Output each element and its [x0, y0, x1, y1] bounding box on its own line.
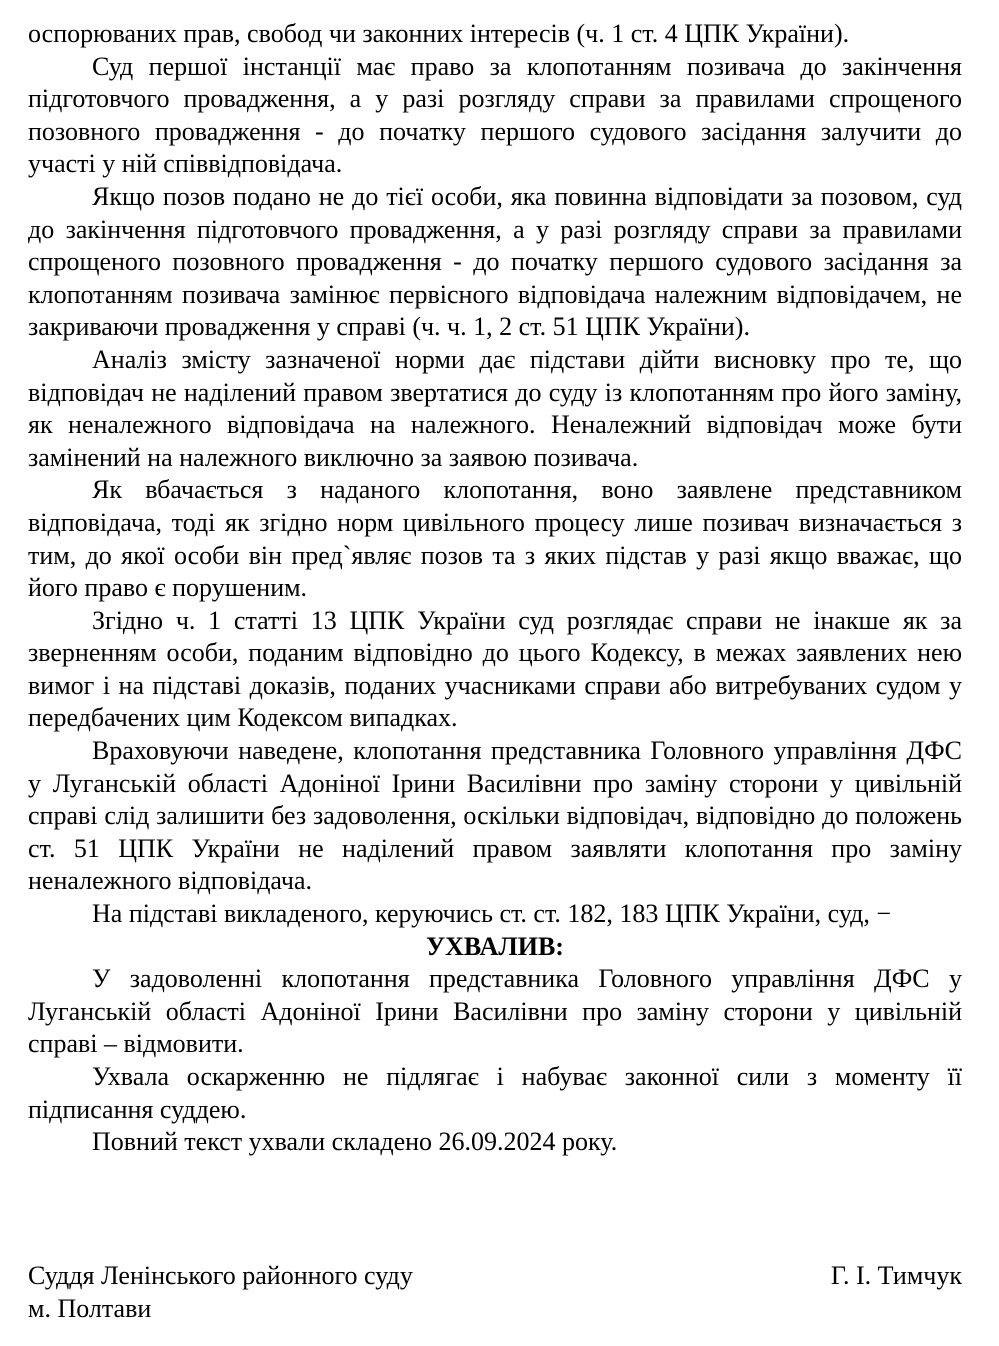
ruling-heading: УХВАЛИВ:: [426, 931, 564, 961]
signature-block: [28, 1260, 962, 1325]
paragraph-continuation: оспорюваних прав, свобод чи законних інтересів (ч. 1 ст. 4 ЦПК України).: [28, 19, 850, 48]
resolution-full-text-date: Повний текст ухвали складено 26.09.2024 року.: [92, 1127, 618, 1157]
paragraph-court-authority: Суд першої інстанції має право за клопотанням позивача до закінчення підготовчого провадження, а у разі розгляду справи за правилами спрощеного позовного провадження - до початку першого судового засідання залучити до участі у ній співвідповідача.: [28, 51, 962, 179]
paragraph-norm-analysis: Аналіз змісту зазначеної норми дає підстави дійти висновку про те, що відповідач не наділений правом звертатися до суду із клопотанням про його заміну, як неналежного відповідача на належного. Неналежний відповідач може бути замінений на належного виключно за заявою позивача.: [28, 344, 962, 472]
paragraph-defendant-replacement: Якщо позов подано не до тієї особи, яка повинна відповідати за позовом, суд до закінчення підготовчого провадження, а у разі розгляду справи за правилами спрощеного позовного провадження - до початку першого судового засідання за клопотанням позивача замінює первісного відповідача належним відповідачем, не закриваючи провадження у справі (ч. ч. 1, 2 ст. 51 ЦПК України).: [28, 181, 962, 342]
resolution-denial: У задоволенні клопотання представника Головного управління ДФС у Луганській області Адоніної Ірини Василівни про заміну сторони у цивільній справі – відмовити.: [28, 964, 962, 1059]
paragraph-conclusion: Враховуючи наведене, клопотання представника Головного управління ДФС у Луганській області Адоніної Ірини Василівни про заміну сторони у цивільній справі слід залишити без задоволення, оскільки відповідач, відповідно до положень ст. 51 ЦПК України не наділений правом заявляти клопотання про заміну неналежного відповідача.: [28, 736, 962, 896]
paragraph-motion-review: Як вбачається з наданого клопотання, воно заявлене представником відповідача, тоді як згідно норм цивільного процесу лише позивач визначається з тим, до якої особи він пред`являє позов та з яких підстав у разі якщо вважає, що його право є порушеним.: [28, 475, 962, 603]
resolution-appeal-note: Ухвала оскарженню не підлягає і набуває законної сили з моменту її підписання суддею.: [28, 1062, 962, 1124]
document-body: [28, 18, 962, 1159]
court-city: м. Полтави: [28, 1293, 152, 1323]
paragraph-article-13: Згідно ч. 1 статті 13 ЦПК України суд розглядає справи не інакше як за зверненням особи, поданим відповідно до цього Кодексу, в межах заявлених нею вимог і на підставі доказів, поданих учасниками справи або витребуваних судом у передбачених цим Кодексом випадках.: [28, 605, 962, 733]
judge-name: Г. І. Тимчук: [830, 1261, 962, 1290]
paragraph-legal-basis: На підставі викладеного, керуючись ст. ст. 182, 183 ЦПК України, суд, −: [92, 899, 892, 929]
judge-position: Суддя Ленінського районного суду: [28, 1261, 413, 1290]
